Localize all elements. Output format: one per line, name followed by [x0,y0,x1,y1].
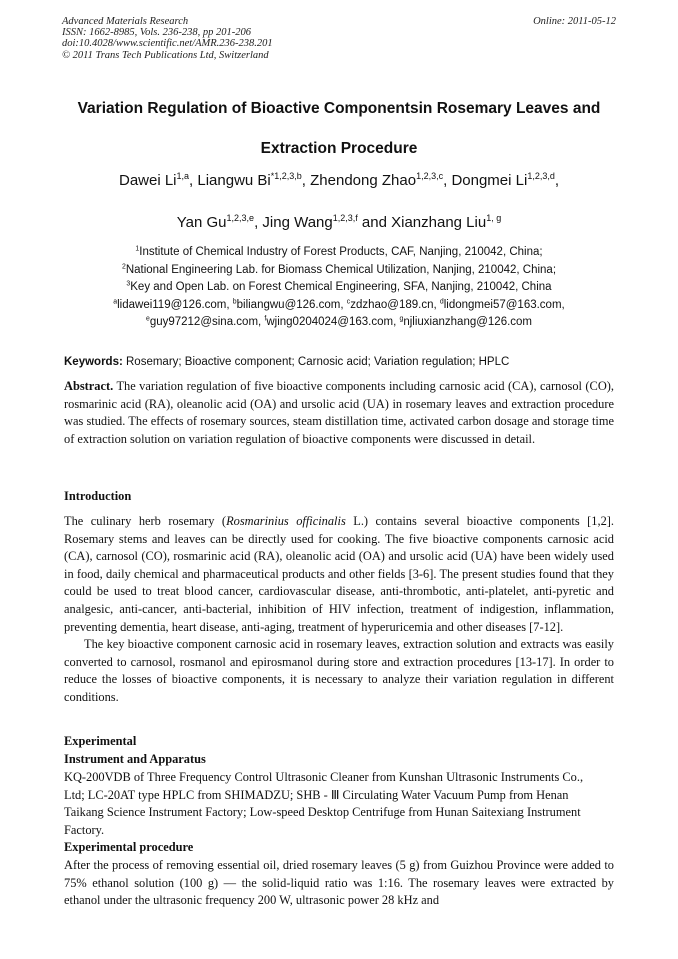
title-line-2: Extraction Procedure [260,140,418,157]
email-address: njliuxianzhang@126.com [403,316,533,329]
email-sup: g [399,315,404,323]
copyright-line: © 2011 Trans Tech Publications Ltd, Switzerland [62,49,269,61]
email-line [40,314,638,332]
intro-text: The culinary herb rosemary ( [64,514,227,528]
keywords-text: Rosemary; Bioactive component; Carnosic acid; Variation regulation; HPLC [122,356,510,368]
affiliation-sup: 2 [121,263,126,271]
introduction-body [64,513,614,707]
author-name: Yan Gu [176,214,227,231]
author-affil-sup: *1,2,3,b [270,171,302,182]
author-name: Zhendong Zhao [310,172,417,189]
paper-title [40,89,638,169]
introduction-paragraph-2: The key bioactive component carnosic acid in rosemary leaves, extraction solution and extracts was easily converted to carnosol, rosmanol and epirosmanol during store and extraction procedures [13-17]. In order to reduce the losses of bioactive components, it is necessary to analyze their variation regulation in different conditions. [64,637,614,704]
title-line-1: Variation Regulation of Bioactive Componentsin Rosemary Leaves and [77,100,601,117]
doi-line: doi:10.4028/www.scientific.net/AMR.236-238.201 [62,38,273,50]
email-sup: d [439,298,444,306]
experimental-heading: Experimental [64,734,137,748]
email-sup: a [113,298,118,306]
affiliation-text: Institute of Chemical Industry of Forest Products, CAF, Nanjing, 210042, China; [139,246,543,258]
email-sup: f [264,315,267,323]
email-address: lidawei119@126.com, [117,298,233,311]
author-affil-sup: 1,a [176,171,190,182]
species-name: Rosmarinius officinalis [226,514,346,528]
affiliation-text: National Engineering Lab. for Biomass Chemical Utilization, Nanjing, 210042, China; [125,263,557,276]
author-separator: , [189,172,198,189]
author-name: Xianzhang Liu [391,214,487,231]
author-name: Liangwu Bi [197,172,271,189]
abstract [64,378,614,448]
instrument-subheading: Instrument and Apparatus [64,752,206,766]
affiliation-line [40,279,638,297]
journal-header [62,16,616,61]
affiliation-sup: 3 [126,280,131,288]
email-sup: b [232,298,237,306]
author-name: Dongmei Li [451,172,528,189]
author-separator: , [301,172,311,189]
procedure-subheading: Experimental procedure [64,840,194,854]
online-date: Online: 2011-05-12 [533,16,616,27]
email-address: wjing0204024@163.com, [266,316,400,329]
email-address: guy97212@sina.com, [149,316,265,329]
keywords [64,354,618,370]
affiliation-line [40,244,638,262]
affiliation-text: Key and Open Lab. on Forest Chemical Engineering, SFA, Nanjing, 210042, China [130,281,552,294]
author-separator: and [357,214,392,231]
author-line-2 [40,202,638,244]
author-name: Jing Wang [262,214,333,231]
intro-text: L.) contains several bioactive components [1,2]. Rosemary stems and leaves can be directly used for cooking. The five bioactive components carnosic acid (CA), carnosol (CO), rosmarinic acid (RA), oleanolic acid (OA) and ursolic acid (UA) have been widely used in food, daily chemical and pharmaceutical products and other fields [3-6]. The present studies found that they could be used to treat blood cancer, cardiovascular disease, anti-thrombotic, anti-platelet, anti-pyretic and analgesic, anti-cancer, anti-bacterial, inhibition of HIV infection, treatment of indigestion, inflammation, preventing dementia, heart disease, anti-aging, treatment of hyperuricemia and other diseases [7-12]. [64,514,614,634]
email-address: biliangwu@126.com, [236,298,347,311]
affiliation-line [40,262,638,280]
affiliations [40,244,638,332]
abstract-text: The variation regulation of five bioactive components including carnosic acid (CA), carnosol (CO), rosmarinic acid (RA), oleanolic acid (OA) and ursolic acid (UA) in rosemary leaves and extraction procedure was studied. The effects of rosemary sources, steam distillation time, activated carbon dosage and storage time of extraction solution on variation regulation of bioactive components were discussed in detail. [64,379,614,446]
email-address: lidongmei57@163.com, [443,298,565,311]
author-separator: , [554,172,560,189]
issn-line: ISSN: 1662-8985, Vols. 236-238, pp 201-206 [62,27,251,39]
author-affil-sup: 1, g [486,213,502,224]
procedure-paragraph: After the process of removing essential oil, dried rosemary leaves (5 g) from Guizhou Province were added to 75% ethanol solution (100 g) — the solid-liquid ratio was 1:16. The rosemary leaves were extracted by ethanol under the ultrasonic frequency 200 W, ultrasonic power 28 kHz and [64,858,614,908]
journal-name: Advanced Materials Research [62,16,189,27]
introduction-paragraph-1 [64,513,614,636]
author-separator: , [443,172,452,189]
email-address: zdzhao@189.cn, [350,298,440,311]
email-sup: e [145,315,150,323]
affiliation-sup: 1 [135,245,140,253]
instrument-paragraph: KQ-200VDB of Three Frequency Control Ultrasonic Cleaner from Kunshan Ultrasonic Instruments Co., Ltd; LC-20AT type HPLC from SHIMADZU; SHB - Ⅲ Circulating Water Vacuum Pump from Henan Taikang Science Instrument Factory; Low-speed Desktop Centrifuge from Hunan Saitexiang Instrument Factory. [64,770,584,837]
email-sup: c [346,298,351,306]
author-affil-sup: 1,2,3,e [226,213,255,224]
author-name: Dawei Li [118,172,177,189]
introduction-heading: Introduction [64,489,132,503]
author-affil-sup: 1,2,3,c [416,171,444,182]
author-affil-sup: 1,2,3,f [332,213,358,224]
abstract-label: Abstract. [64,379,114,393]
email-line [40,297,638,315]
author-line-1 [40,160,638,202]
author-list [40,160,638,244]
author-affil-sup: 1,2,3,d [527,171,555,182]
keywords-label: Keywords: [64,356,123,368]
author-separator: , [254,214,263,231]
